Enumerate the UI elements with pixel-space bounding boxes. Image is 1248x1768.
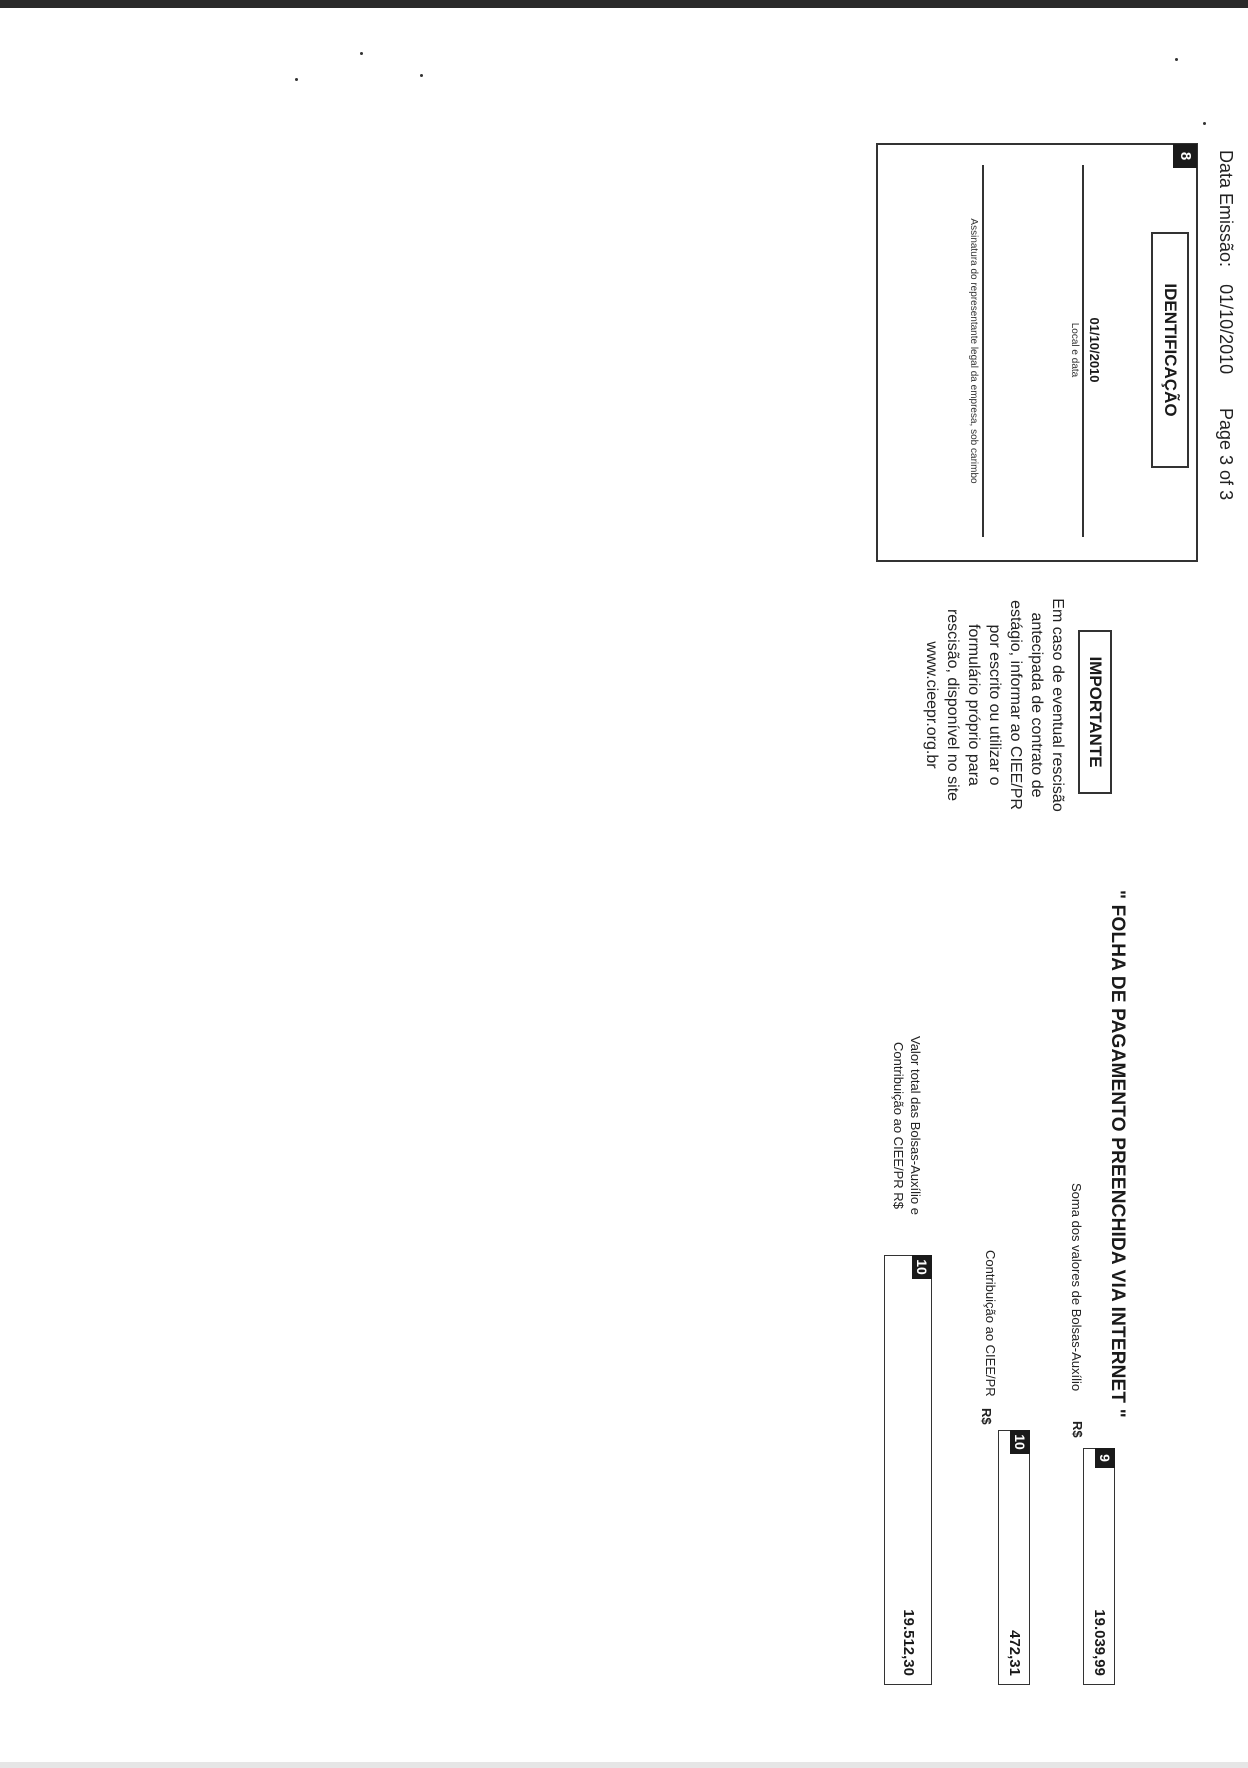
contribuicao-value: 472,31 (1006, 1630, 1023, 1676)
total-label-line2: Contribuição ao CIEE/PR R$ (891, 1042, 906, 1209)
bolsas-value: 19.039,99 (1091, 1609, 1108, 1676)
place-date-caption: Local e data (1069, 322, 1080, 378)
identification-section (876, 143, 1198, 562)
field-number-10: 10 (1010, 1430, 1030, 1454)
page-number: Page 3 of 3 (1216, 408, 1236, 501)
field-number-9: 9 (1095, 1448, 1115, 1468)
contribuicao-label: Contribuição ao CIEE/PR (983, 1250, 998, 1397)
section-title: IDENTIFICAÇÃO (1151, 232, 1189, 468)
important-line: por escrito ou utilizar o (986, 624, 1003, 786)
signature-caption: Assinatura do representante legal da empresa, sob carimbo (968, 218, 979, 484)
total-value: 19.512,30 (900, 1609, 917, 1676)
signature-line (982, 165, 984, 537)
bolsas-currency: R$ (1070, 1421, 1085, 1438)
emission-label: Data Emissão: (1216, 150, 1236, 268)
important-line: formulário próprio para (965, 624, 982, 786)
emission-header (1215, 150, 1236, 374)
place-date-value: 01/10/2010 (1087, 317, 1102, 383)
document-title: " FOLHA DE PAGAMENTO PREENCHIDA VIA INTERNET " (1107, 890, 1128, 1418)
field-number-10-total: 10 (912, 1255, 932, 1279)
important-line: www.cieepr.org.br (923, 641, 940, 769)
bolsas-label: Soma dos valores de Bolsas-Auxílio (1069, 1183, 1084, 1392)
contribuicao-currency: R$ (979, 1408, 994, 1425)
section-number-8: 8 (1173, 144, 1197, 168)
important-line: estágio, informar ao CIEE/PR (1007, 600, 1024, 810)
important-text (921, 555, 1068, 855)
important-line: rescisão, disponível no site (944, 608, 961, 802)
total-label (890, 1036, 924, 1215)
place-date-line (1082, 165, 1084, 537)
total-label-line1: Valor total das Bolsas-Auxílio e (908, 1036, 923, 1215)
important-title: IMPORTANTE (1078, 630, 1112, 794)
bolsas-value-box (1083, 1448, 1115, 1685)
emission-date: 01/10/2010 (1216, 284, 1236, 375)
important-line: Em caso de eventual rescisão (1049, 598, 1066, 812)
contribuicao-value-box (998, 1430, 1030, 1685)
important-line: antecipada de contrato de (1028, 612, 1045, 798)
total-value-box (884, 1255, 932, 1685)
